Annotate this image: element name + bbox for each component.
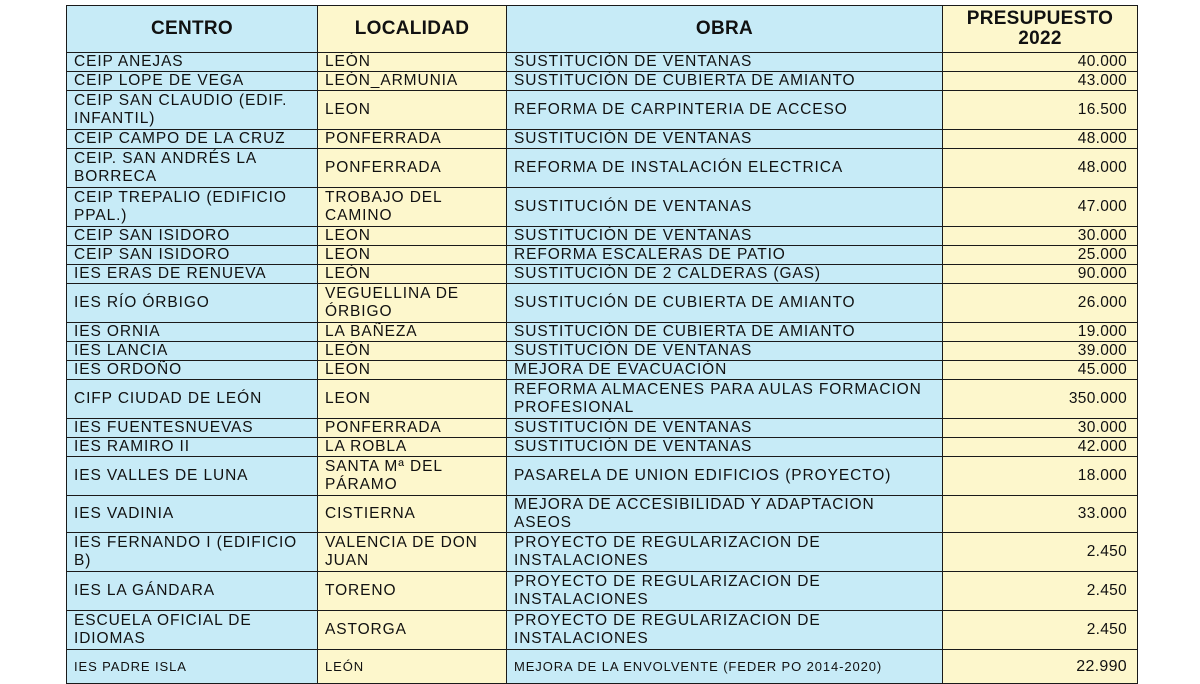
cell-localidad: LEON — [318, 361, 507, 380]
cell-centro: IES RÍO ÓRBIGO — [67, 284, 318, 323]
cell-localidad: SANTA Mª DEL PÁRAMO — [318, 457, 507, 496]
table-row — [67, 380, 1138, 419]
cell-presupuesto: 40.000 — [943, 53, 1138, 72]
cell-localidad: LEÓN — [318, 53, 507, 72]
table-row — [67, 91, 1138, 130]
cell-centro: IES ORNIA — [67, 323, 318, 342]
cell-obra: REFORMA DE INSTALACIÓN ELECTRICA — [507, 149, 943, 188]
cell-localidad: LEON — [318, 380, 507, 419]
header-localidad: LOCALIDAD — [318, 6, 507, 53]
cell-centro: IES FERNANDO I (EDIFICIO B) — [67, 533, 318, 572]
table-row — [67, 284, 1138, 323]
table-row — [67, 419, 1138, 438]
cell-obra: PROYECTO DE REGULARIZACION DE INSTALACIONES — [507, 533, 943, 572]
cell-centro: IES VALLES DE LUNA — [67, 457, 318, 496]
cell-localidad: LEÓN — [318, 265, 507, 284]
cell-localidad: LA BAÑEZA — [318, 323, 507, 342]
table-row — [67, 72, 1138, 91]
cell-obra: SUSTITUCIÓN DE CUBIERTA DE AMIANTO — [507, 323, 943, 342]
table-row — [67, 650, 1138, 684]
cell-centro: IES VADINIA — [67, 496, 318, 533]
cell-centro: CEIP SAN ISIDORO — [67, 246, 318, 265]
cell-centro: IES LANCIA — [67, 342, 318, 361]
cell-centro: CEIP SAN CLAUDIO (EDIF. INFANTIL) — [67, 91, 318, 130]
cell-obra: SUSTITUCIÓN DE CUBIERTA DE AMIANTO — [507, 284, 943, 323]
cell-localidad: LA ROBLA — [318, 438, 507, 457]
cell-presupuesto: 48.000 — [943, 130, 1138, 149]
cell-obra: SUSTITUCIÓN DE VENTANAS — [507, 227, 943, 246]
cell-obra: SUSTITUCIÓN DE VENTANAS — [507, 188, 943, 227]
table-row — [67, 227, 1138, 246]
cell-presupuesto: 26.000 — [943, 284, 1138, 323]
cell-localidad: VEGUELLINA DE ÓRBIGO — [318, 284, 507, 323]
cell-localidad: PONFERRADA — [318, 419, 507, 438]
table-row — [67, 149, 1138, 188]
cell-obra: MEJORA DE ACCESIBILIDAD Y ADAPTACION ASEOS — [507, 496, 943, 533]
cell-localidad: TORENO — [318, 572, 507, 611]
header-row — [67, 6, 1138, 53]
cell-centro: IES ORDOÑO — [67, 361, 318, 380]
cell-centro: CEIP ANEJAS — [67, 53, 318, 72]
cell-obra: SUSTITUCIÓN DE VENTANAS — [507, 342, 943, 361]
cell-centro: ESCUELA OFICIAL DE IDIOMAS — [67, 611, 318, 650]
table-row — [67, 265, 1138, 284]
cell-obra: REFORMA ALMACENES PARA AULAS FORMACION PROFESIONAL — [507, 380, 943, 419]
table-row — [67, 496, 1138, 533]
cell-presupuesto: 30.000 — [943, 227, 1138, 246]
cell-presupuesto: 43.000 — [943, 72, 1138, 91]
cell-presupuesto: 350.000 — [943, 380, 1138, 419]
table-row — [67, 188, 1138, 227]
cell-presupuesto: 22.990 — [943, 650, 1138, 684]
cell-presupuesto: 90.000 — [943, 265, 1138, 284]
table-row — [67, 53, 1138, 72]
cell-presupuesto: 45.000 — [943, 361, 1138, 380]
table-row — [67, 342, 1138, 361]
cell-localidad: TROBAJO DEL CAMINO — [318, 188, 507, 227]
cell-centro: CEIP TREPALIO (EDIFICIO PPAL.) — [67, 188, 318, 227]
table-row — [67, 323, 1138, 342]
cell-centro: CEIP. SAN ANDRÉS LA BORRECA — [67, 149, 318, 188]
cell-localidad: VALENCIA DE DON JUAN — [318, 533, 507, 572]
cell-obra: SUSTITUCIÓN DE VENTANAS — [507, 53, 943, 72]
cell-localidad: LEÓN_ARMUNIA — [318, 72, 507, 91]
cell-localidad: LEON — [318, 91, 507, 130]
cell-centro: CEIP SAN ISIDORO — [67, 227, 318, 246]
cell-presupuesto: 25.000 — [943, 246, 1138, 265]
table-row — [67, 361, 1138, 380]
table-row — [67, 438, 1138, 457]
cell-centro: CEIP LOPE DE VEGA — [67, 72, 318, 91]
cell-localidad: LEON — [318, 246, 507, 265]
cell-obra: REFORMA DE CARPINTERIA DE ACCESO — [507, 91, 943, 130]
cell-obra: SUSTITUCIÓN DE VENTANAS — [507, 438, 943, 457]
cell-presupuesto: 16.500 — [943, 91, 1138, 130]
cell-obra: MEJORA DE EVACUACIÓN — [507, 361, 943, 380]
cell-presupuesto: 2.450 — [943, 533, 1138, 572]
cell-presupuesto: 2.450 — [943, 611, 1138, 650]
cell-centro: IES LA GÁNDARA — [67, 572, 318, 611]
cell-obra: PASARELA DE UNION EDIFICIOS (PROYECTO) — [507, 457, 943, 496]
cell-presupuesto: 19.000 — [943, 323, 1138, 342]
cell-obra: SUSTITUCIÓN DE VENTANAS — [507, 130, 943, 149]
cell-centro: IES PADRE ISLA — [67, 650, 318, 684]
cell-presupuesto: 39.000 — [943, 342, 1138, 361]
header-centro: CENTRO — [67, 6, 318, 53]
cell-presupuesto: 42.000 — [943, 438, 1138, 457]
budget-table — [66, 5, 1138, 684]
table-row — [67, 246, 1138, 265]
cell-presupuesto: 18.000 — [943, 457, 1138, 496]
table-row — [67, 611, 1138, 650]
cell-centro: IES ERAS DE RENUEVA — [67, 265, 318, 284]
cell-localidad: LEÓN — [318, 650, 507, 684]
cell-localidad: ASTORGA — [318, 611, 507, 650]
table-row — [67, 533, 1138, 572]
cell-localidad: PONFERRADA — [318, 149, 507, 188]
cell-centro: CIFP CIUDAD DE LEÓN — [67, 380, 318, 419]
cell-centro: IES FUENTESNUEVAS — [67, 419, 318, 438]
cell-localidad: LEÓN — [318, 342, 507, 361]
table-row — [67, 457, 1138, 496]
cell-presupuesto: 2.450 — [943, 572, 1138, 611]
table-row — [67, 130, 1138, 149]
cell-localidad: PONFERRADA — [318, 130, 507, 149]
cell-obra: REFORMA ESCALERAS DE PATIO — [507, 246, 943, 265]
cell-centro: IES RAMIRO II — [67, 438, 318, 457]
table-row — [67, 572, 1138, 611]
cell-localidad: CISTIERNA — [318, 496, 507, 533]
cell-obra: SUSTITUCIÓN DE CUBIERTA DE AMIANTO — [507, 72, 943, 91]
header-obra: OBRA — [507, 6, 943, 53]
cell-presupuesto: 33.000 — [943, 496, 1138, 533]
cell-obra: SUSTITUCIÓN DE 2 CALDERAS (GAS) — [507, 265, 943, 284]
cell-presupuesto: 47.000 — [943, 188, 1138, 227]
cell-presupuesto: 48.000 — [943, 149, 1138, 188]
cell-obra: PROYECTO DE REGULARIZACION DE INSTALACIONES — [507, 572, 943, 611]
cell-centro: CEIP CAMPO DE LA CRUZ — [67, 130, 318, 149]
header-presupuesto: PRESUPUESTO 2022 — [943, 6, 1138, 53]
cell-obra: MEJORA DE LA ENVOLVENTE (FEDER PO 2014-2020) — [507, 650, 943, 684]
cell-obra: SUSTITUCIÓN DE VENTANAS — [507, 419, 943, 438]
cell-localidad: LEON — [318, 227, 507, 246]
cell-obra: PROYECTO DE REGULARIZACION DE INSTALACIONES — [507, 611, 943, 650]
cell-presupuesto: 30.000 — [943, 419, 1138, 438]
